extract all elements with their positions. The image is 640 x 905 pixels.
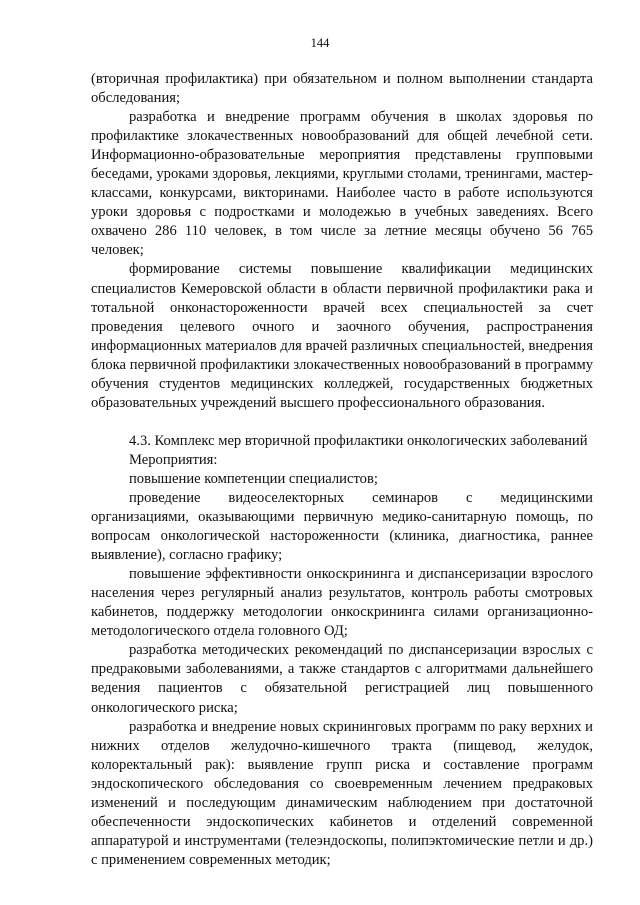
paragraph: Мероприятия: [129, 451, 218, 468]
paragraph: разработка и внедрение новых скрининговых программ по раку верхних и нижних отделов желудочно-кишечного тракта (пищевод, желудок, колоректальный рак): выявление групп риска и составление программ эндоскопического обследования со своевременным лечением предраковых изменений и последующим динамическим наблюдением при достаточной обеспеченности эндоскопических кабинетов и отделений современной аппаратурой и инструментами (телеэндоскопы, полипэктомические петли и др.) с применением современных методик; [91, 718, 593, 868]
paragraph: (вторичная профилактика) при обязательном и полном выполнении стандарта обследования; [91, 71, 593, 107]
paragraph: проведение видеоселекторных семинаров с медицинскими организациями, оказывающими первичную медико-санитарную помощь, по вопросам онкологической настороженности (клиника, диагностика, раннее выявление), согласно графику; [91, 489, 593, 564]
body-text [91, 70, 593, 870]
paragraph: разработка методических рекомендаций по диспансеризации взрослых с предраковыми заболеваниями, а также стандартов с алгоритмами дальнейшего ведения пациентов с обязательной регистрацией лиц повышенного онкологического риска; [91, 642, 593, 716]
paragraph: разработка и внедрение программ обучения в школах здоровья по профилактике злокачественных новообразований для общей лечебной сети. Информационно-образовательные мероприятия представлены групповыми беседами, уроками здоровья, лекциями, круглыми столами, тренингами, мастер-классами, конкурсами, викторинами. Наиболее часто в работе используются уроки здоровья с подростками и молодежью в учебных заведениях. Всего охвачено 286 110 человек, в том числе за летние месяцы обучено 56 765 человек; [91, 109, 593, 259]
paragraph: 4.3. Комплекс мер вторичной профилактики онкологических заболеваний [129, 432, 588, 449]
paragraph: повышение эффективности онкоскрининга и диспансеризации взрослого населения через регулярный анализ результатов, контроль работы смотровых кабинетов, поддержку методологии онкоскрининга силами организационно-методологического отдела головного ОД; [91, 566, 593, 640]
paragraph: формирование системы повышение квалификации медицинских специалистов Кемеровской области в области первичной профилактики рака и тотальной онконастороженности врачей всех специальностей за счет проведения целевого очного и заочного обучения, распространения информационных материалов для врачей различных специальностей, внедрения блока первичной профилактики злокачественных новообразований в программу обучения студентов медицинских колледжей, государственных бюджетных образовательных учреждений высшего профессионального образования. [91, 261, 593, 411]
paragraph: повышение компетенции специалистов; [129, 470, 378, 487]
page-number: 144 [310, 36, 330, 50]
